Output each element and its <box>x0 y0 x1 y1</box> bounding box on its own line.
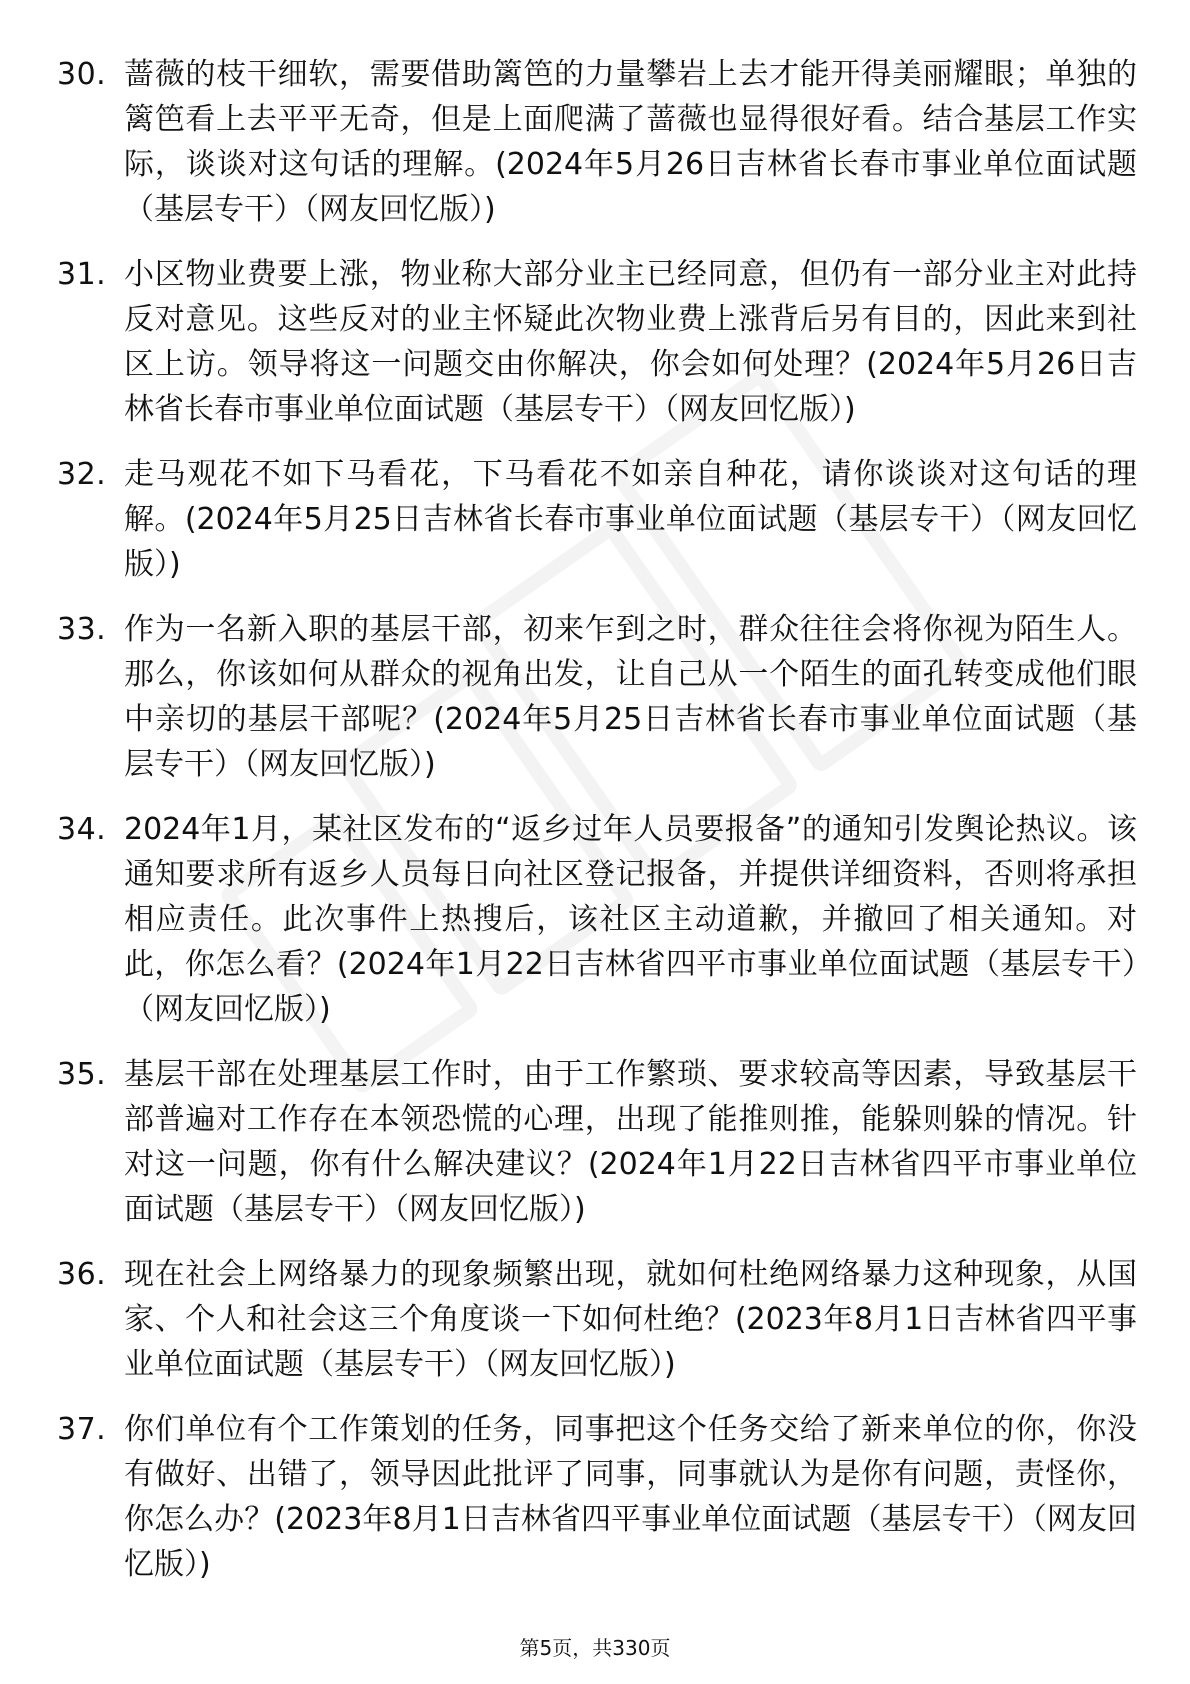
question-text: 小区物业费要上涨，物业称大部分业主已经同意，但仍有一部分业主对此持反对意见。这些反对的业主怀疑此次物业费上涨背后另有目的，因此来到社区上访。领导将这一问题交由你解决，你会如何处理？(2024年5月26日吉林省长春市事业单位面试题（基层专干）（网友回忆版）) <box>124 257 1137 427</box>
question-text: 2024年1月，某社区发布的“返乡过年人员要报备”的通知引发舆论热议。该通知要求所有返乡人员每日向社区登记报备，并提供详细资料，否则将承担相应责任。此次事件上热搜后，该社区主动道歉，并撤回了相关通知。对此，你怎么看？(2024年1月22日吉林省四平市事业单位面试题（基层专干）（网友回忆版）) <box>124 812 1137 1027</box>
question-number: 30. <box>57 57 107 92</box>
question-text: 走马观花不如下马看花，下马看花不如亲自种花，请你谈谈对这句话的理解。(2024年5月25日吉林省长春市事业单位面试题（基层专干）（网友回忆版）) <box>124 457 1137 582</box>
question-item <box>57 807 1137 1032</box>
question-number: 35. <box>57 1057 107 1092</box>
question-number: 36. <box>57 1257 107 1292</box>
question-item <box>57 1407 1137 1587</box>
question-item <box>57 452 1137 587</box>
question-number: 31. <box>57 257 107 292</box>
question-number: 34. <box>57 812 107 847</box>
question-item <box>57 252 1137 432</box>
question-number: 32. <box>57 457 107 492</box>
question-text: 你们单位有个工作策划的任务，同事把这个任务交给了新来单位的你，你没有做好、出错了，领导因此批评了同事，同事就认为是你有问题，责怪你，你怎么办？(2023年8月1日吉林省四平事业单位面试题（基层专干）（网友回忆版）) <box>124 1412 1137 1582</box>
question-item <box>57 1252 1137 1387</box>
question-number: 37. <box>57 1412 107 1447</box>
question-item <box>57 52 1137 232</box>
question-number: 33. <box>57 612 107 647</box>
page-number-label: 第5页，共330页 <box>519 1636 671 1660</box>
question-text: 基层干部在处理基层工作时，由于工作繁琐、要求较高等因素，导致基层干部普遍对工作存在本领恐慌的心理，出现了能推则推，能躲则躲的情况。针对这一问题，你有什么解决建议？(2024年1月22日吉林省四平市事业单位面试题（基层专干）（网友回忆版）) <box>124 1057 1137 1227</box>
question-item <box>57 607 1137 787</box>
question-list <box>57 52 1137 1607</box>
question-text: 作为一名新入职的基层干部，初来乍到之时，群众往往会将你视为陌生人。那么，你该如何从群众的视角出发，让自己从一个陌生的面孔转变成他们眼中亲切的基层干部呢？(2024年5月25日吉林省长春市事业单位面试题（基层专干）（网友回忆版）) <box>124 612 1137 782</box>
question-text: 蔷薇的枝干细软，需要借助篱笆的力量攀岩上去才能开得美丽耀眼；单独的篱笆看上去平平无奇，但是上面爬满了蔷薇也显得很好看。结合基层工作实际，谈谈对这句话的理解。(2024年5月26日吉林省长春市事业单位面试题（基层专干）（网友回忆版）) <box>124 57 1137 227</box>
question-text: 现在社会上网络暴力的现象频繁出现，就如何杜绝网络暴力这种现象，从国家、个人和社会这三个角度谈一下如何杜绝？(2023年8月1日吉林省四平事业单位面试题（基层专干）（网友回忆版）) <box>124 1257 1137 1382</box>
question-item <box>57 1052 1137 1232</box>
page-footer <box>0 1634 1190 1662</box>
